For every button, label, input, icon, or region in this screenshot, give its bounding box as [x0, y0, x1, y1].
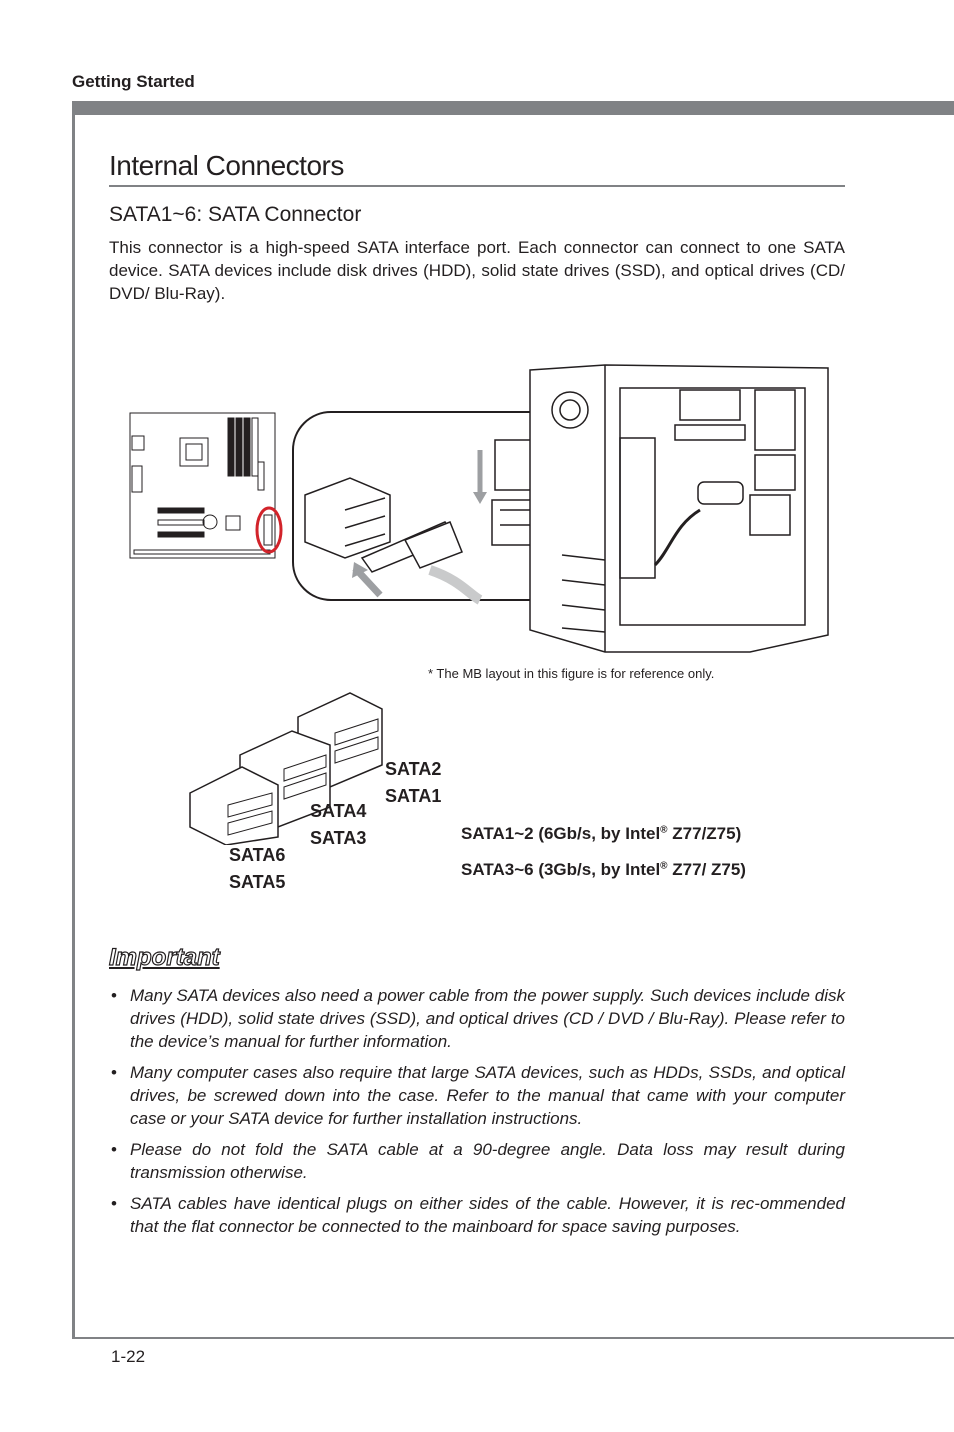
bullet-marker: • — [111, 1063, 117, 1082]
sata-connector-stack — [180, 685, 400, 845]
list-item — [109, 1061, 845, 1130]
bullet-marker: • — [111, 1194, 117, 1213]
label-sata2: SATA2 — [385, 759, 442, 779]
section-subtitle: SATA1~6: SATA Connector — [109, 203, 362, 226]
note-text: Please do not fold the SATA cable at a 90-degree angle. Data loss may result during transmission otherwise. — [130, 1140, 845, 1182]
motherboard-diagram — [130, 413, 275, 558]
label-sata6: SATA6 — [229, 845, 286, 865]
important-heading: Important — [109, 944, 220, 971]
figure-footnote: * The MB layout in this figure is for reference only. — [428, 666, 715, 681]
speed-sata3-6: SATA3~6 (3Gb/s, by Intel® Z77/ Z75) — [461, 860, 746, 879]
note-text: Many computer cases also require that large SATA devices, such as HDDs, SSDs, and optical drives, be screwed down into the case. Refer to the manual that came with your computer case or your SATA device for further installation instructions. — [130, 1063, 845, 1128]
list-item — [109, 984, 845, 1053]
installation-illustration — [100, 350, 860, 670]
label-sata3: SATA3 — [310, 828, 367, 848]
intro-paragraph: This connector is a high-speed SATA interface port. Each connector can connect to one SATA device. SATA devices include disk drives (HDD), solid state drives (SSD), and optical drives (CD/ DVD/ Blu-Ray). — [109, 238, 845, 303]
label-sata1: SATA1 — [385, 786, 442, 806]
left-rule — [72, 101, 75, 1339]
section-label: Getting Started — [72, 72, 195, 91]
page-title: Internal Connectors — [109, 150, 344, 181]
bullet-marker: • — [111, 1140, 117, 1159]
note-text: Many SATA devices also need a power cable from the power supply. Such devices include disk drives (HDD), solid state drives (SSD), and optical drives (CD / DVD / Blu-Ray). Please refer to the device’s manual for further information. — [130, 986, 845, 1051]
list-item — [109, 1138, 845, 1184]
label-sata4: SATA4 — [310, 801, 367, 821]
note-text: SATA cables have identical plugs on either sides of the cable. However, it is rec-ommended that the flat connector be connected to the mainboard for space saving purposes. — [130, 1194, 845, 1236]
bottom-rule — [72, 1337, 954, 1339]
computer-case-illustration — [530, 365, 828, 652]
bullet-marker: • — [111, 986, 117, 1005]
speed-sata1-2: SATA1~2 (6Gb/s, by Intel® Z77/Z75) — [461, 824, 742, 843]
title-rule — [109, 185, 845, 187]
important-notes-list — [109, 984, 845, 1246]
header-bar — [72, 101, 954, 115]
label-sata5: SATA5 — [229, 872, 286, 892]
page-number: 1-22 — [111, 1347, 146, 1366]
list-item — [109, 1192, 845, 1238]
